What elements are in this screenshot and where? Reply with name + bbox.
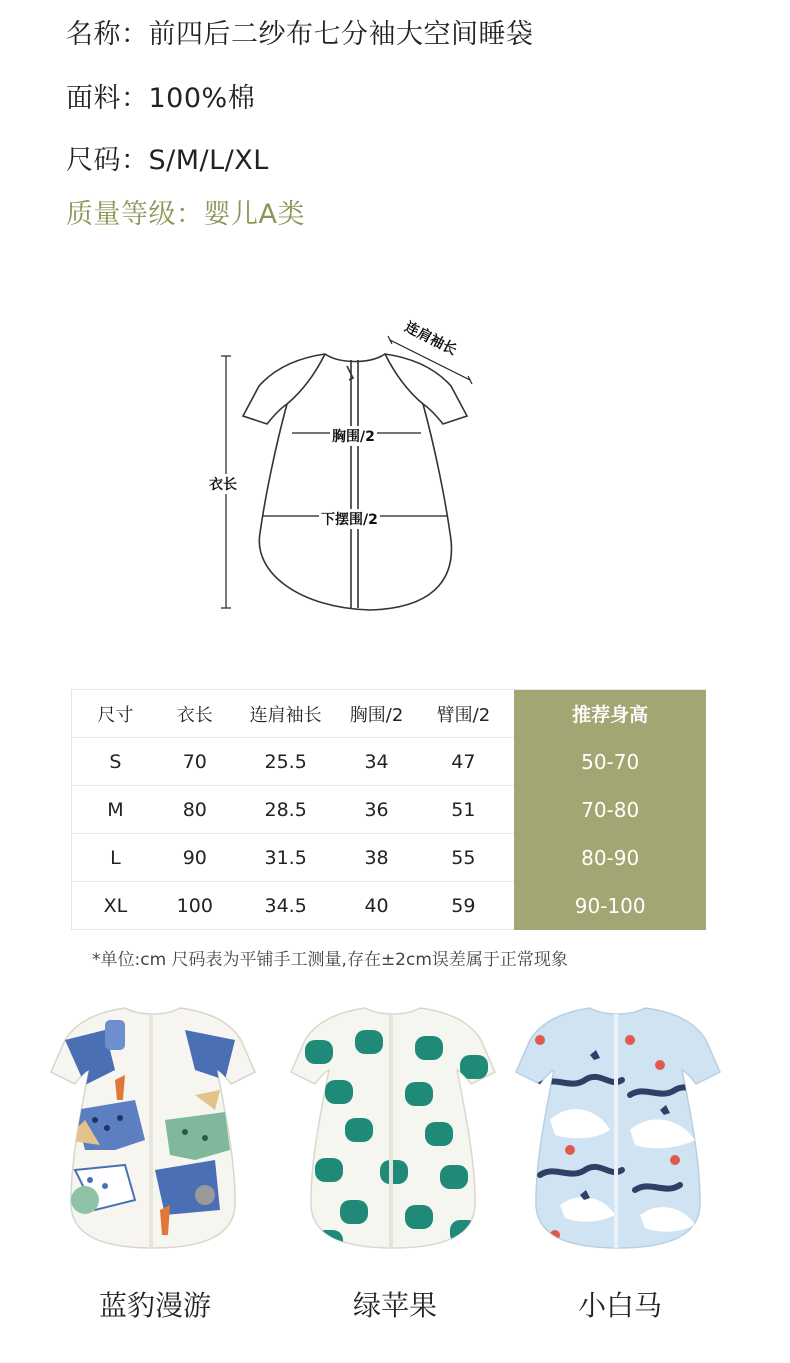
product-name-blue-leopard: 蓝豹漫游 (98, 1289, 211, 1322)
table-row (72, 834, 707, 882)
cell-chest: 38 (341, 834, 413, 882)
spec-sizes-value: S/M/L/XL (148, 145, 269, 176)
spec-fabric (66, 76, 255, 115)
cell-arm: 47 (412, 738, 514, 786)
measurement-note: *单位:cm 尺码表为平铺手工测量,存在±2cm误差属于正常现象 (92, 950, 568, 970)
table-row (72, 786, 707, 834)
th-size: 尺寸 (72, 690, 159, 738)
cell-height: 80-90 (514, 834, 706, 882)
cell-chest: 40 (341, 882, 413, 930)
cell-arm: 51 (412, 786, 514, 834)
label-chest: 胸围/2 (330, 426, 377, 446)
label-shoulder-sleeve: 连肩袖长 (400, 315, 463, 360)
table-row (72, 738, 707, 786)
cell-size: XL (72, 882, 159, 930)
th-length: 衣长 (159, 690, 231, 738)
cell-size: S (72, 738, 159, 786)
label-hem: 下摆围/2 (319, 509, 380, 529)
leopard-sleeping-bag-icon (45, 1000, 265, 1250)
spec-name-value: 前四后二纱布七分袖大空间睡袋 (148, 19, 534, 50)
spec-sizes-label: 尺码： (66, 145, 149, 176)
sleeping-bag-outline-icon (195, 318, 505, 618)
th-chest: 胸围/2 (341, 690, 413, 738)
cell-shoulder-sleeve: 25.5 (231, 738, 341, 786)
cell-size: L (72, 834, 159, 882)
product-name-green-apple: 绿苹果 (352, 1289, 437, 1322)
spec-name-label: 名称： (66, 19, 149, 50)
cell-shoulder-sleeve: 28.5 (231, 786, 341, 834)
cell-size: M (72, 786, 159, 834)
product-image-blue-leopard (45, 1000, 265, 1250)
cell-length: 90 (159, 834, 231, 882)
horse-sleeping-bag-icon (510, 1000, 730, 1250)
product-image-green-apple (285, 1000, 505, 1250)
cell-length: 80 (159, 786, 231, 834)
cell-length: 70 (159, 738, 231, 786)
cell-height: 70-80 (514, 786, 706, 834)
size-table (71, 689, 706, 930)
apple-sleeping-bag-icon (285, 1000, 505, 1250)
th-recommended-height: 推荐身高 (514, 690, 706, 738)
cell-chest: 34 (341, 738, 413, 786)
spec-name (66, 12, 534, 51)
cell-arm: 59 (412, 882, 514, 930)
cell-height: 90-100 (514, 882, 706, 930)
spec-grade (66, 192, 305, 231)
spec-fabric-label: 面料： (66, 83, 149, 114)
cell-arm: 55 (412, 834, 514, 882)
spec-fabric-value: 100%棉 (148, 83, 256, 114)
label-length: 衣长 (207, 474, 239, 494)
cell-shoulder-sleeve: 31.5 (231, 834, 341, 882)
table-row (72, 882, 707, 930)
cell-shoulder-sleeve: 34.5 (231, 882, 341, 930)
th-arm: 臂围/2 (412, 690, 514, 738)
product-image-white-horse (510, 1000, 730, 1250)
cell-length: 100 (159, 882, 231, 930)
spec-sizes (66, 138, 269, 177)
spec-grade-label: 质量等级： (66, 199, 204, 230)
cell-chest: 36 (341, 786, 413, 834)
table-header-row (72, 690, 707, 738)
measurement-diagram (195, 318, 505, 618)
cell-height: 50-70 (514, 738, 706, 786)
product-name-white-horse: 小白马 (577, 1289, 662, 1322)
th-shoulder-sleeve: 连肩袖长 (231, 690, 341, 738)
spec-grade-value: 婴儿A类 (203, 199, 305, 230)
